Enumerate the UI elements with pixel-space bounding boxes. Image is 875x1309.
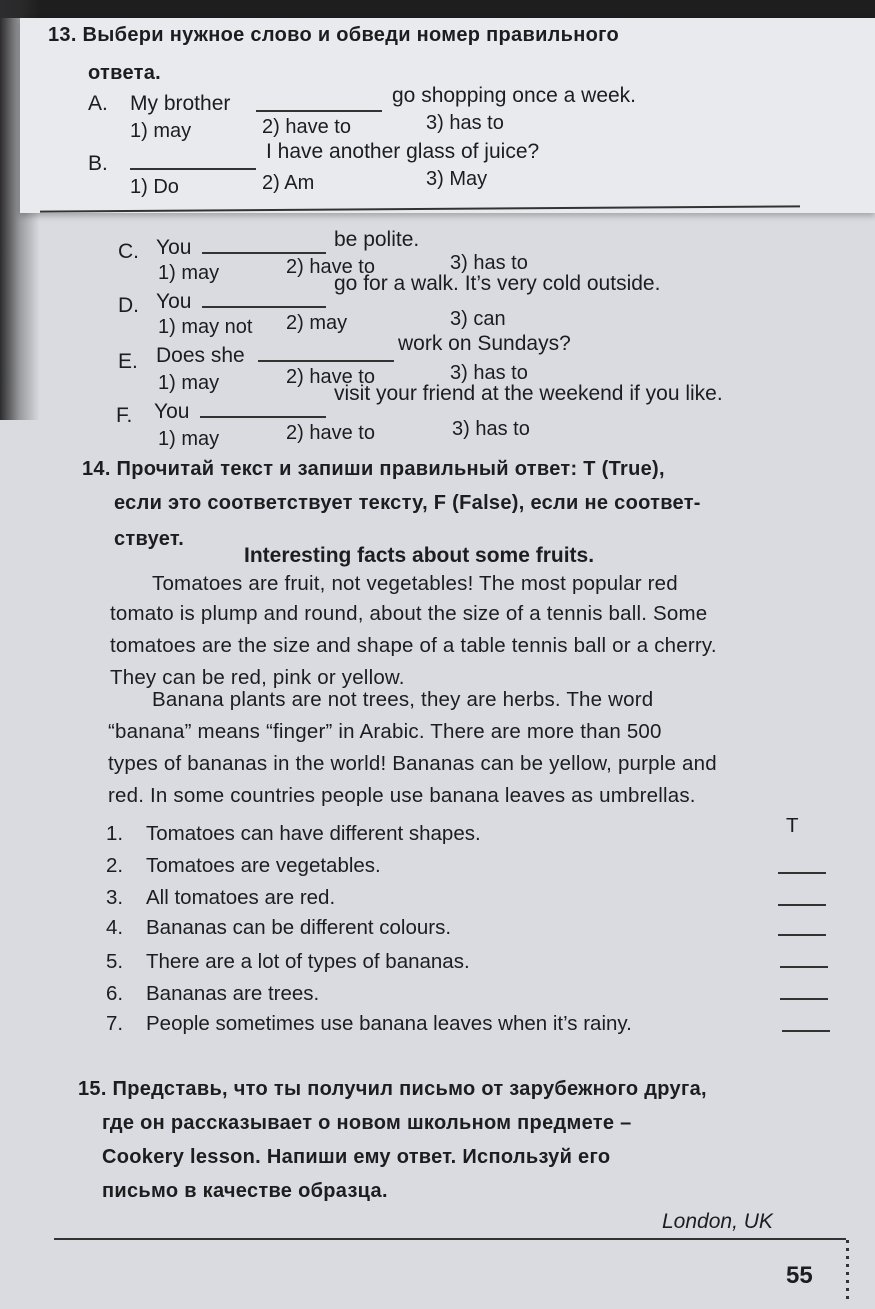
item-f-option-3[interactable]: 3) has to <box>452 418 530 440</box>
statement-6-text: Bananas are trees. <box>146 982 320 1005</box>
task15-title-line1: 15. Представь, что ты получил письмо от зарубежного друга, <box>78 1078 707 1100</box>
text-heading: Interesting facts about some fruits. <box>244 544 595 567</box>
task14-title-line2: если это соответствует тексту, F (False), если не соответ- <box>114 492 701 514</box>
statement-5-answer-blank[interactable] <box>780 966 828 968</box>
page-edge-dots <box>846 1240 849 1300</box>
item-b-after: I have another glass of juice? <box>266 140 540 163</box>
item-f-blank <box>200 416 326 418</box>
item-a-before: My brother <box>130 92 231 115</box>
letter-location: London, UK <box>662 1210 773 1233</box>
statement-2-text: Tomatoes are vegetables. <box>146 854 381 877</box>
para2-line1: Banana plants are not trees, they are herbs. The word <box>152 688 654 711</box>
item-d-letter: D. <box>118 294 139 317</box>
item-a-letter: A. <box>88 92 108 115</box>
item-a-after: go shopping once a week. <box>392 84 637 107</box>
item-c-blank <box>202 252 326 254</box>
item-f-option-1[interactable]: 1) may <box>158 428 220 450</box>
item-e-option-1[interactable]: 1) may <box>158 372 220 394</box>
item-c-option-1[interactable]: 1) may <box>158 262 220 284</box>
statement-7-text: People sometimes use banana leaves when it’s rainy. <box>146 1012 632 1035</box>
statement-2-num: 2. <box>106 854 124 877</box>
item-e-letter: E. <box>118 350 138 373</box>
item-e-blank <box>258 360 394 362</box>
item-a-option-1[interactable]: 1) may <box>130 120 192 142</box>
statement-3-answer-blank[interactable] <box>778 904 826 906</box>
statement-4-text: Bananas can be different colours. <box>146 916 452 939</box>
statement-1-answer[interactable]: T <box>786 814 799 837</box>
task15-title-line4: письмо в качестве образца. <box>102 1180 388 1202</box>
item-c-letter: C. <box>118 240 139 263</box>
statement-5-num: 5. <box>106 950 124 973</box>
item-b-option-2[interactable]: 2) Am <box>262 172 315 194</box>
task14-title-line1: 14. Прочитай текст и запиши правильный ответ: T (True), <box>82 458 665 480</box>
statement-3-num: 3. <box>106 886 124 909</box>
task14-title-line3: ствует. <box>114 528 185 550</box>
statement-5-text: There are a lot of types of bananas. <box>146 950 470 973</box>
item-a-option-2[interactable]: 2) have to <box>262 116 351 138</box>
task13-title-line1: 13. Выбери нужное слово и обведи номер правильного <box>48 24 620 46</box>
item-e-option-2[interactable]: 2) have to <box>286 366 375 388</box>
item-d-option-1[interactable]: 1) may not <box>158 316 253 338</box>
statement-2-answer-blank[interactable] <box>778 872 826 874</box>
statement-4-answer-blank[interactable] <box>778 934 826 936</box>
item-b-option-3[interactable]: 3) May <box>426 168 488 190</box>
item-a-option-3[interactable]: 3) has to <box>426 112 504 134</box>
statement-1-text: Tomatoes can have different shapes. <box>146 822 481 845</box>
statement-4-num: 4. <box>106 916 124 939</box>
item-d-option-2[interactable]: 2) may <box>286 312 348 334</box>
item-d-after: go for a walk. It’s very cold outside. <box>334 272 661 295</box>
item-b-blank <box>130 168 256 170</box>
task13-title-line2: ответа. <box>88 62 161 84</box>
page-top-edge <box>0 0 875 18</box>
item-e-after: work on Sundays? <box>398 332 571 355</box>
statement-3-text: All tomatoes are red. <box>146 886 336 909</box>
statement-1-num: 1. <box>106 822 124 845</box>
item-d-blank <box>202 306 326 308</box>
statement-6-num: 6. <box>106 982 124 1005</box>
statement-7-num: 7. <box>106 1012 124 1035</box>
task15-title-line2: где он рассказывает о новом школьном предмете – <box>102 1112 632 1134</box>
item-f-letter: F. <box>116 404 133 427</box>
para1-line4: They can be red, pink or yellow. <box>110 666 405 689</box>
item-c-option-2[interactable]: 2) have to <box>286 256 375 278</box>
item-c-after: be polite. <box>334 228 420 251</box>
item-d-before: You <box>156 290 192 313</box>
para1-line1: Tomatoes are fruit, not vegetables! The most popular red <box>152 572 678 595</box>
statement-6-answer-blank[interactable] <box>780 998 828 1000</box>
item-b-letter: B. <box>88 152 108 175</box>
para2-line4: red. In some countries people use banana leaves as umbrellas. <box>108 784 696 807</box>
item-f-after: visit your friend at the weekend if you like. <box>334 382 723 405</box>
page-number: 55 <box>786 1262 813 1289</box>
para2-line3: types of bananas in the world! Bananas can be yellow, purple and <box>108 752 717 775</box>
para2-line2: “banana” means “finger” in Arabic. There are more than 500 <box>108 720 662 743</box>
item-c-option-3[interactable]: 3) has to <box>450 252 528 274</box>
item-e-option-3[interactable]: 3) has to <box>450 362 528 384</box>
para1-line3: tomatoes are the size and shape of a table tennis ball or a cherry. <box>110 634 717 657</box>
item-e-before: Does she <box>156 344 245 367</box>
para1-line2: tomato is plump and round, about the size of a tennis ball. Some <box>110 602 708 625</box>
task15-title-line3: Cookery lesson. Напиши ему ответ. Используй его <box>102 1146 611 1168</box>
item-f-before: You <box>154 400 190 423</box>
item-a-blank <box>256 110 382 112</box>
bottom-rule <box>54 1238 846 1240</box>
item-f-option-2[interactable]: 2) have to <box>286 422 375 444</box>
statement-7-answer-blank[interactable] <box>782 1030 830 1032</box>
item-c-before: You <box>156 236 192 259</box>
item-b-option-1[interactable]: 1) Do <box>130 176 179 198</box>
item-d-option-3[interactable]: 3) can <box>450 308 506 330</box>
